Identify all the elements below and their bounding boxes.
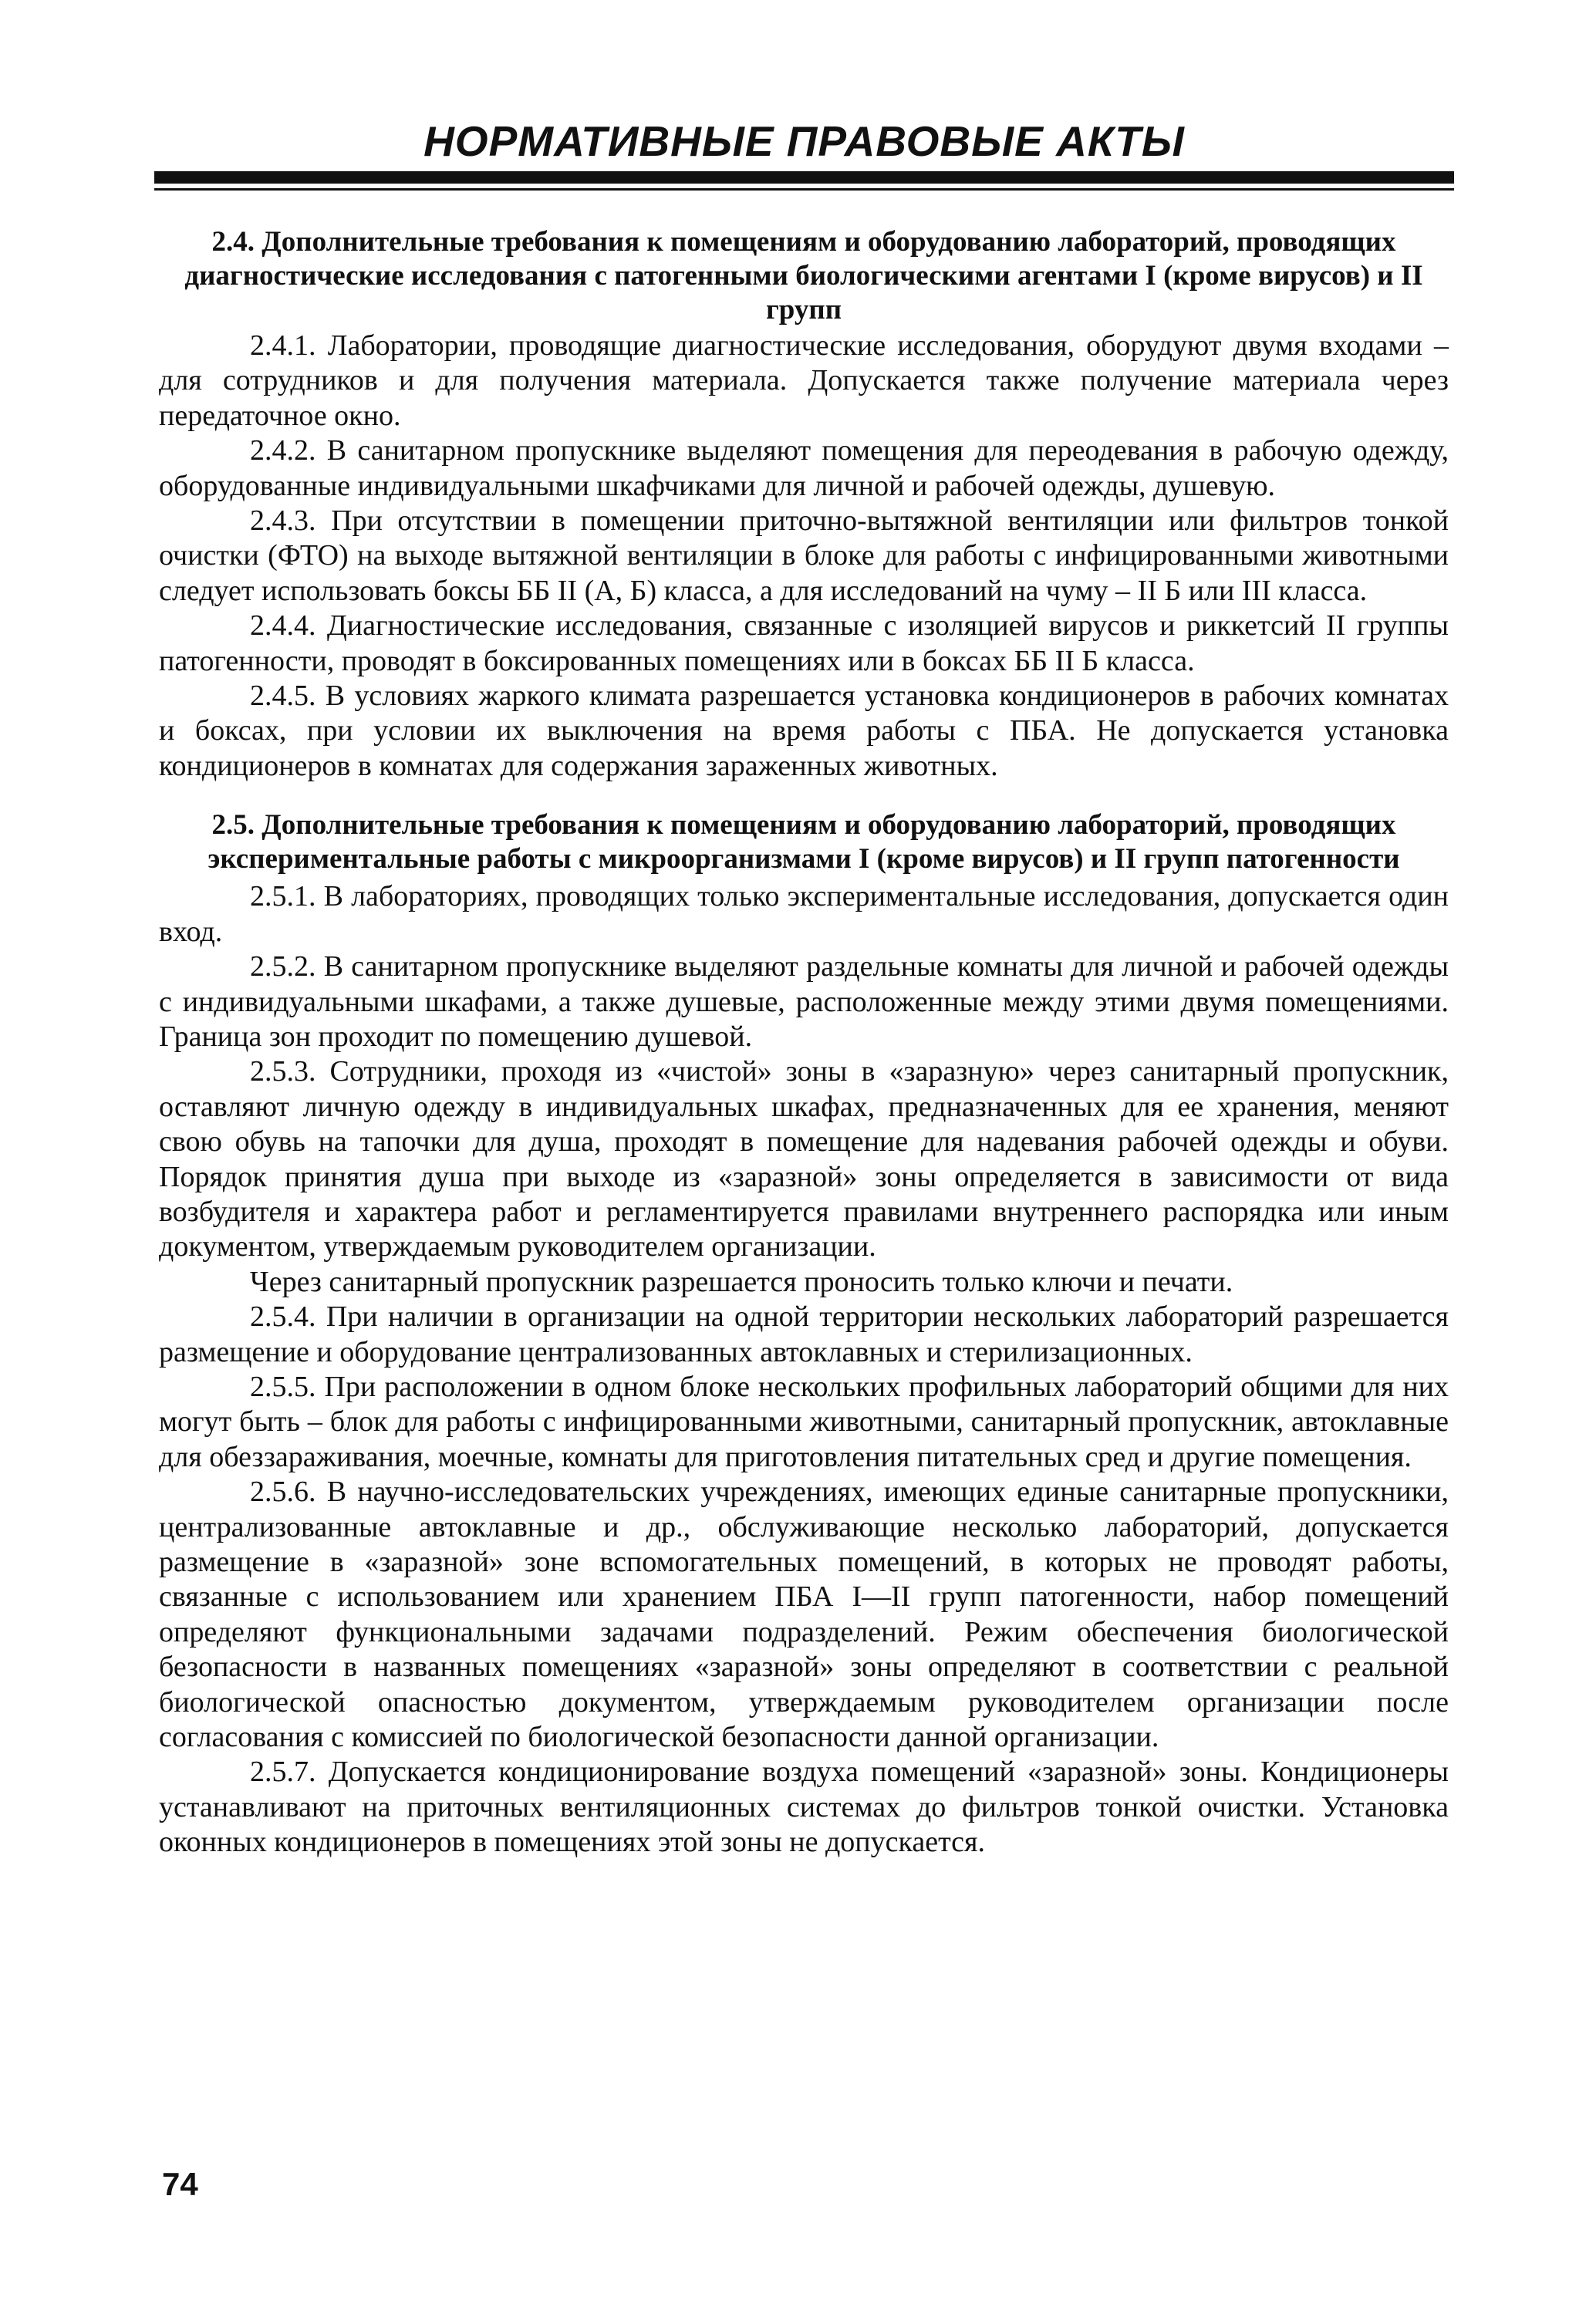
paragraph-2-4-4: 2.4.4. Диагностические исследования, связанные с изоляцией вирусов и риккетсий II группы патогенности, проводят в боксированных помещениях или в боксах ББ II Б класса.: [159, 609, 1449, 677]
paragraph-2-5-1: 2.5.1. В лабораториях, проводящих только экспериментальные исследования, допускается один вход.: [159, 880, 1449, 948]
header-rule-thin: [154, 188, 1454, 191]
page-number: 74: [162, 2166, 198, 2202]
paragraph-2-4-2: 2.4.2. В санитарном пропускнике выделяют помещения для переодевания в рабочую одежду, оборудованные индивидуальными шкафчиками для личной и рабочей одежды, душевую.: [159, 434, 1449, 502]
section-heading-2-5: 2.5. Дополнительные требования к помещениям и оборудованию лабораторий, проводящих экспериментальные работы с микроорганизмами I (кроме вирусов) и II групп патогенности: [208, 809, 1400, 875]
paragraph-2-4-3: 2.4.3. При отсутствии в помещении приточно-вытяжной вентиляции или фильтров тонкой очистки (ФТО) на выходе вытяжной вентиляции в блоке для работы с инфицированными животными следует использовать боксы ББ II (А, Б) класса, а для исследований на чуму – II Б или III класса.: [159, 504, 1449, 607]
paragraph-2-4-1: 2.4.1. Лаборатории, проводящие диагностические исследования, оборудуют двумя входами – для сотрудников и для получения материала. Допускается также получение материала через передаточное окно.: [159, 329, 1449, 432]
page-body: [159, 225, 1449, 1860]
running-header-title: НОРМАТИВНЫЕ ПРАВОВЫЕ АКТЫ: [423, 117, 1185, 165]
paragraph-2-5-3: 2.5.3. Сотрудники, проходя из «чистой» зоны в «заразную» через санитарный пропускник, оставляют личную одежду в индивидуальных шкафах, предназначенных для ее хранения, меняют свою обувь на тапочки для душа, проходят в помещение для надевания рабочей одежды и обуви. Порядок принятия душа при выходе из «заразной» зоны определяется в зависимости от вида возбудителя и характера работ и регламентируется правилами внутреннего распорядка или иным документом, утверждаемым руководителем организации.: [159, 1055, 1449, 1263]
section-heading-2-4: 2.4. Дополнительные требования к помещениям и оборудованию лабораторий, проводящих диагностические исследования с патогенными биологическими агентами I (кроме вирусов) и II групп: [184, 226, 1423, 326]
paragraph-2-5-7: 2.5.7. Допускается кондиционирование воздуха помещений «заразной» зоны. Кондиционеры устанавливают на приточных вентиляционных системах до фильтров тонкой очистки. Установка оконных кондиционеров в помещениях этой зоны не допускается.: [159, 1756, 1449, 1859]
paragraph-2-5-3-note: Через санитарный пропускник разрешается проносить только ключи и печати.: [250, 1265, 1233, 1298]
paragraph-2-5-5: 2.5.5. При расположении в одном блоке нескольких профильных лабораторий общими для них могут быть – блок для работы с инфицированными животными, санитарный пропускник, автоклавные для обеззараживания, моечные, комнаты для приготовления питательных сред и другие помещения.: [159, 1370, 1449, 1473]
paragraph-2-4-5: 2.4.5. В условиях жаркого климата разрешается установка кондиционеров в рабочих комнатах и боксах, при условии их выключения на время работы с ПБА. Не допускается установка кондиционеров в комнатах для содержания зараженных животных.: [159, 680, 1449, 782]
paragraph-2-5-4: 2.5.4. При наличии в организации на одной территории нескольких лабораторий разрешается размещение и оборудование централизованных автоклавных и стерилизационных.: [159, 1300, 1449, 1368]
header-rule-thick: [154, 171, 1454, 184]
paragraph-2-5-2: 2.5.2. В санитарном пропускнике выделяют раздельные комнаты для личной и рабочей одежды с индивидуальными шкафами, а также душевые, расположенные между этими двумя помещениями. Граница зон проходит по помещению душевой.: [159, 950, 1449, 1053]
paragraph-2-5-6: 2.5.6. В научно-исследовательских учреждениях, имеющих единые санитарные пропускники, централизованные автоклавные и др., обслуживающие несколько лабораторий, допускается размещение в «заразной» зоне вспомогательных помещений, в которых не проводят работы, связанные с использованием или хранением ПБА I—II групп патогенности, набор помещений определяют функциональными задачами подразделений. Режим обеспечения биологической безопасности в названных помещениях «заразной» зоны определяют в соответствии с реальной биологической опасностью документом, утверждаемым руководителем организации после согласования с комиссией по биологической безопасности данной организации.: [159, 1476, 1449, 1754]
